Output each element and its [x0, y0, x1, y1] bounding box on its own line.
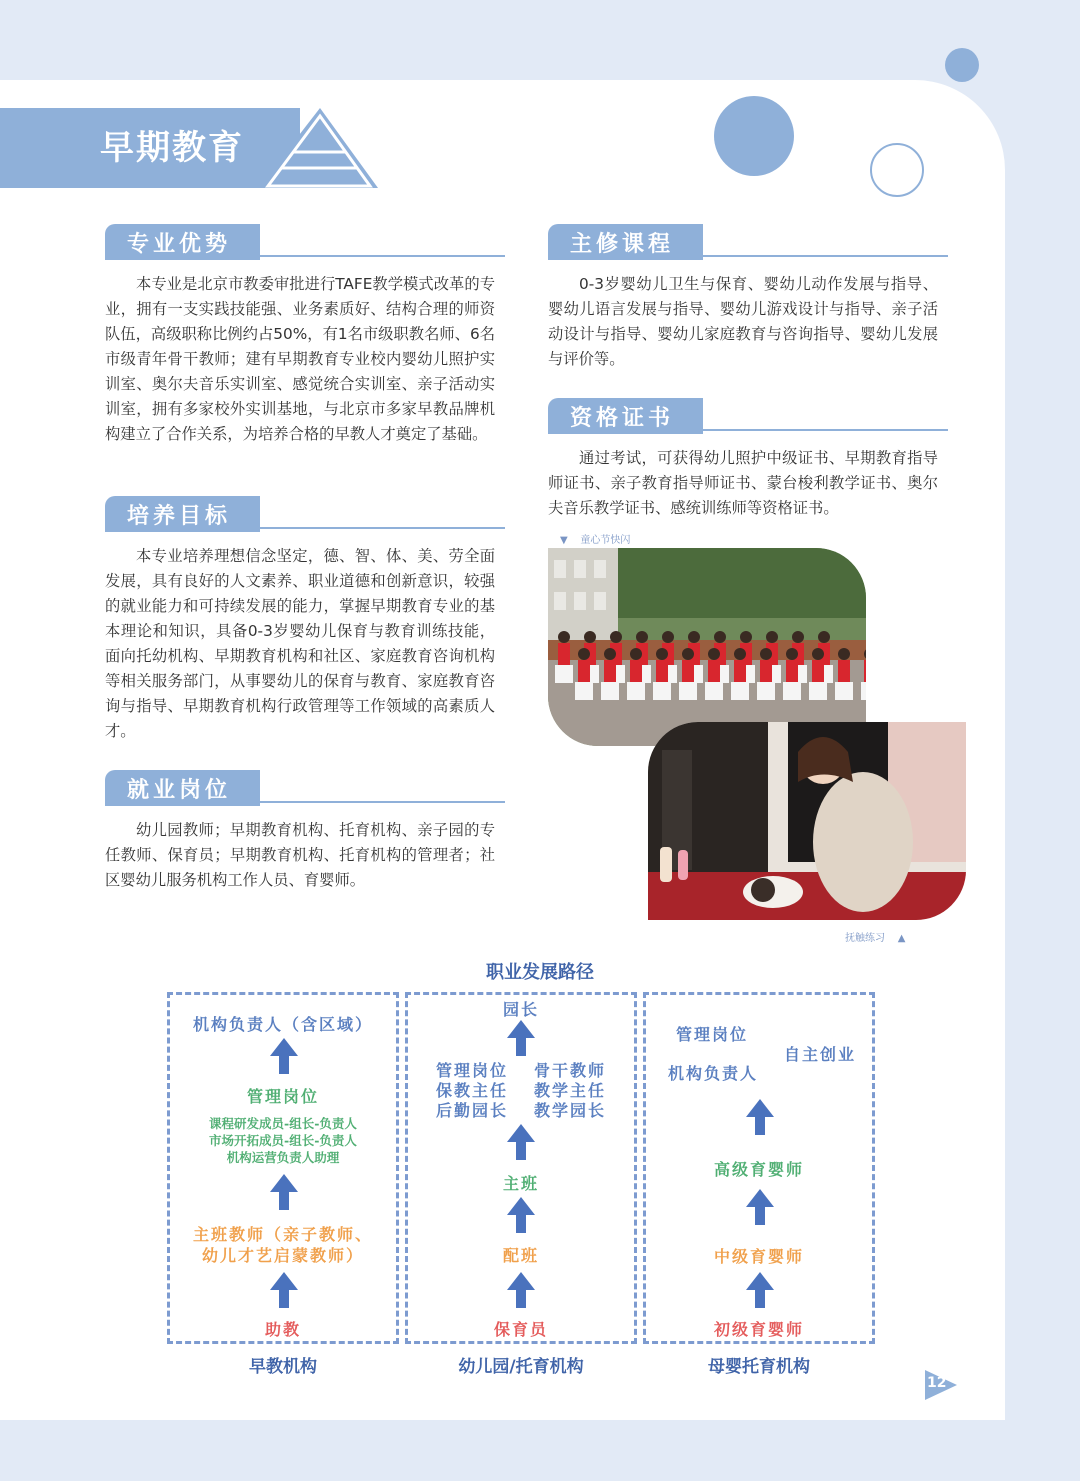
photo-caption: 抚触练习 ▲ — [845, 933, 906, 944]
path-node: 机构负责人 — [667, 1064, 758, 1083]
path-node: 机构负责人（含区域） — [192, 1015, 373, 1034]
up-arrow-icon — [507, 1197, 535, 1233]
section-title: 专业优势 — [127, 232, 232, 257]
up-arrow-icon — [746, 1189, 774, 1225]
up-arrow-icon — [270, 1174, 298, 1210]
section-title: 培养目标 — [127, 504, 232, 529]
up-arrow-icon — [746, 1099, 774, 1135]
section-title: 资格证书 — [570, 406, 675, 431]
path-node: 园长 — [502, 1000, 539, 1019]
path-node: 自主创业 — [783, 1045, 856, 1064]
career-column-label: 母婴托育机构 — [708, 1357, 810, 1377]
career-path-title: 职业发展路径 — [486, 962, 594, 983]
career-column-label: 幼儿园/托育机构 — [458, 1357, 584, 1377]
up-arrow-icon — [270, 1272, 298, 1308]
path-node: 高级育婴师 — [713, 1160, 804, 1179]
advantage-text: 本专业是北京市教委审批进行TAFE教学模式改革的专业，拥有一支实践技能强、业务素质好、结构合理的师资队伍，高级职称比例约占50%，有1名市级职教名师、6名市级青年骨干教师；建有早期教育专业校内婴幼儿照护实训室、奥尔夫音乐实训室、感觉统合实训室、亲子活动实训室，拥有多家校外实训基地，与北京市多家早教品牌机构建立了合作关系，为培养合格的早教人才奠定了基础。 — [105, 275, 495, 443]
up-arrow-icon — [270, 1038, 298, 1074]
section-title: 主修课程 — [570, 232, 675, 257]
up-arrow-icon — [507, 1020, 535, 1056]
up-arrow-icon — [746, 1272, 774, 1308]
path-node: 主班 — [502, 1174, 539, 1193]
path-node: 配班 — [502, 1246, 539, 1265]
up-arrow-icon — [507, 1124, 535, 1160]
jobs-text: 幼儿园教师；早期教育机构、托育机构、亲子园的专任教师、保育员；早期教育机构、托育机构的管理者；社区婴幼儿服务机构工作人员、育婴师。 — [105, 821, 495, 889]
path-node: 管理岗位 — [675, 1025, 748, 1044]
page-number: 12 — [925, 1370, 957, 1404]
path-node: 主班教师（亲子教师、 幼儿才艺启蒙教师） — [192, 1225, 373, 1265]
path-node: 保育员 — [493, 1320, 548, 1339]
path-node: 中级育婴师 — [713, 1247, 804, 1266]
page-title: 早期教育 — [100, 128, 244, 168]
goal-text: 本专业培养理想信念坚定，德、智、体、美、劳全面发展，具有良好的人文素养、职业道德和创新意识，较强的就业能力和可持续发展的能力，掌握早期教育专业的基本理论和知识，具备0-3岁婴幼儿保育与教育训练技能，面向托幼机构、早期教育机构和社区、家庭教育咨询机构等相关服务部门，从事婴幼儿的保育与教育、家庭教育咨询与指导、早期教育机构行政管理等工作领域的高素质人才。 — [105, 547, 495, 740]
career-column-label: 早教机构 — [249, 1357, 317, 1377]
path-node-detail: 课程研发成员-组长-负责人 市场开拓成员-组长-负责人 机构运营负责人助理 — [209, 1116, 357, 1165]
up-arrow-icon — [507, 1272, 535, 1308]
photo-caption: ▼ 童心节快闪 — [560, 535, 631, 546]
path-node: 初级育婴师 — [713, 1320, 804, 1339]
path-node: 管理岗位 保教主任 后勤园长 — [435, 1061, 508, 1120]
path-node: 助教 — [264, 1320, 301, 1339]
certs-text: 通过考试，可获得幼儿照护中级证书、早期教育指导师证书、亲子教育指导师证书、蒙台梭利教学证书、奥尔夫音乐教学证书、感统训练师等资格证书。 — [548, 449, 938, 517]
path-node: 骨干教师 教学主任 教学园长 — [533, 1061, 606, 1120]
courses-text: 0-3岁婴幼儿卫生与保育、婴幼儿动作发展与指导、婴幼儿语言发展与指导、婴幼儿游戏设计与指导、亲子活动设计与指导、婴幼儿家庭教育与咨询指导、婴幼儿发展与评价等。 — [548, 275, 938, 368]
path-node: 管理岗位 — [246, 1087, 319, 1106]
section-title: 就业岗位 — [127, 778, 232, 803]
